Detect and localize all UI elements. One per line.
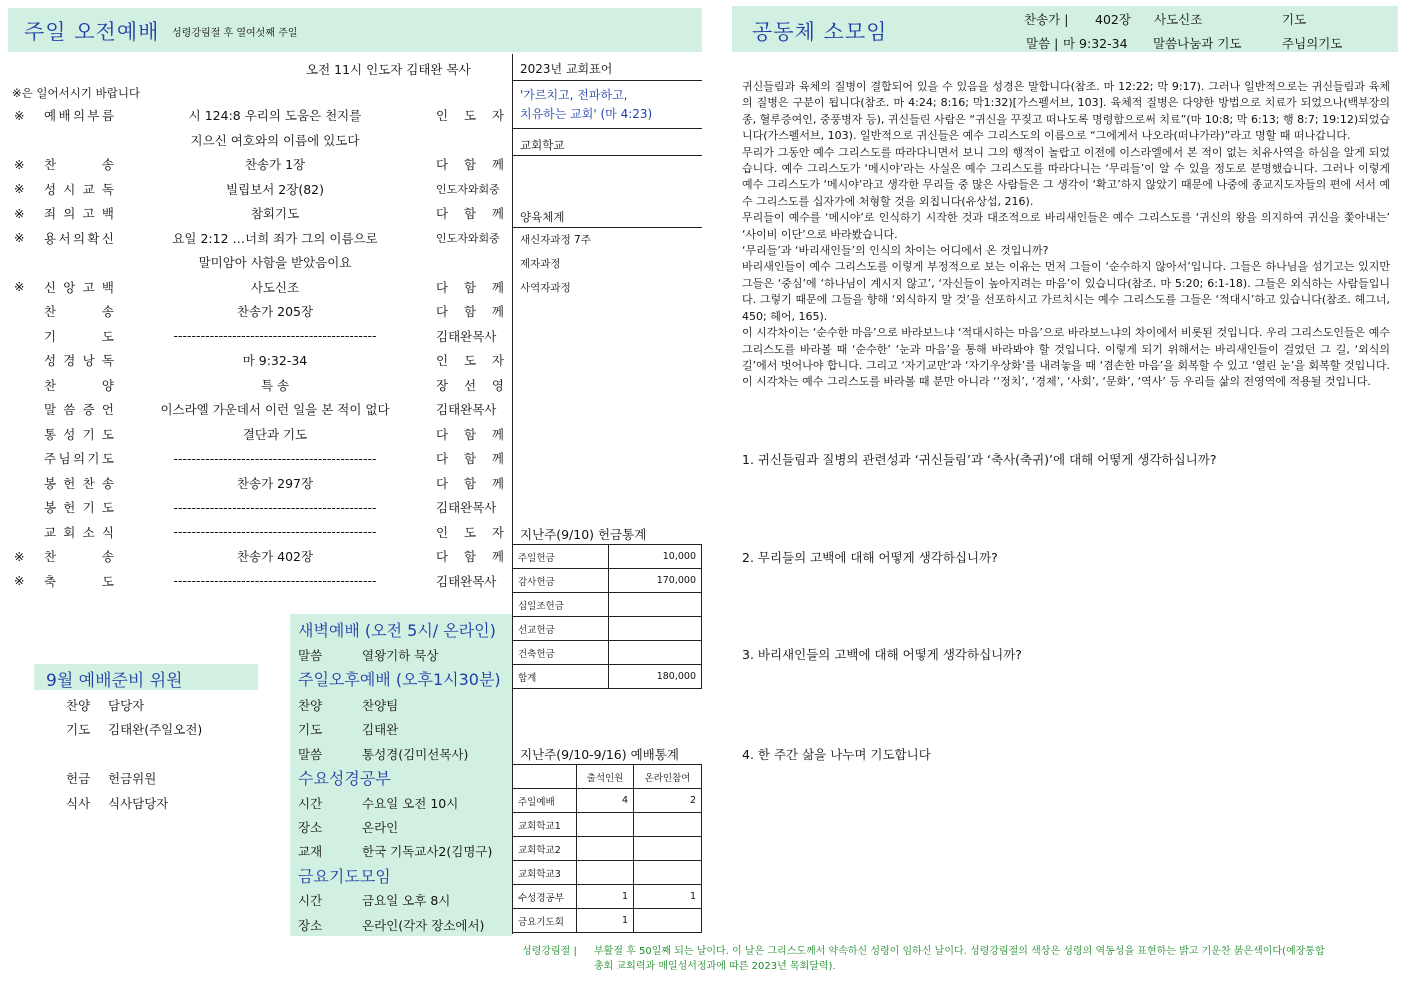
motto-rule — [512, 80, 702, 81]
wed-row: 장소 온라인 — [298, 820, 399, 835]
table-row: 십일조헌금 — [513, 593, 702, 617]
fri-title: 금요기도모임 — [298, 867, 391, 886]
order-row: ※ 죄 의 고 백 참회기도 다 함 께 — [14, 205, 504, 221]
order-row: 말미암아 사함을 받았음이요 — [198, 255, 352, 270]
order-row: ※ 용 서 의 확 신 요일 2:12 …너희 죄가 그의 이름으로 인도자와회중 — [14, 230, 500, 246]
table-row: 건축헌금 — [513, 641, 702, 665]
order-row: ※ 찬 송 찬송가 1장 다 함 께 — [14, 156, 504, 172]
order-row: 통 성 기 도 결단과 기도 다 함 께 — [44, 426, 504, 442]
paragraph: 무리들이 예수를 ‘메시야’로 인식하기 시작한 것과 대조적으로 바리새인들은 예수 그리스도를 ‘귀신의 왕을 의지하여 귀신을 쫓아내는’ ‘사이비 이단’으로 바라봤습니다. — [742, 211, 1390, 241]
school-rule — [512, 155, 702, 156]
right-title: 공동체 소모임 — [752, 20, 888, 44]
order-row: 기 도 --------------------------------------------- 김태완목사 — [44, 328, 497, 344]
dawn-row: 말씀 열왕기하 묵상 — [298, 648, 439, 663]
order-row: 찬 양 특 송 장 선 영 — [44, 377, 504, 393]
motto-line-1: '가르치고, 전파하고, — [520, 88, 628, 102]
committee-row: 헌금 헌금위원 — [66, 771, 157, 786]
paragraph: 귀신들림과 육체의 질병이 결합되어 있을 수 있음을 성경은 말합니다(참조. 마 12:22; 막 9:17). 그러나 일반적으로는 귀신들림과 육체의 질병은 구분이 됩니다(참조. 마 4:24; 8:16; 막1:32)[가스펠서브, 103]. 육체적 질병은 다양한 방법으로 치료가 되었으나(백부장의 종, 혈루증여인, 중풍병자 등), 귀신들린 사람은 “귀신을 꾸짖고 떠나도록 명령함으로써 치료”(마 10:8; 막 6:13; 행 8:7; 19:12)되었습니다(가스펠서브, 103). 일반적으로 귀신들은 예수 그리스도의 이름으로 “그에게서 나오라(떠나가라)”라고 명할 때 떠나갑니다. — [742, 80, 1390, 143]
fri-row: 장소 온라인(각자 장소에서) — [298, 918, 485, 933]
table-row: 금요기도회 1 — [513, 909, 702, 933]
wed-row: 교재 한국 기독교사2(김명구) — [298, 844, 493, 859]
order-row: 주 님 의 기 도 --------------------------------------------- 다 함 께 — [44, 450, 504, 466]
table-row: 합계 180,000 — [513, 665, 702, 689]
attendance-table — [512, 764, 702, 933]
afternoon-row: 찬양 찬양팀 — [298, 698, 399, 713]
order-row: 봉 헌 찬 송 찬송가 297장 다 함 께 — [44, 475, 504, 491]
afternoon-row: 기도 김태완 — [298, 722, 399, 737]
footer-text-2: 총회 교회력과 매일성서정과에 따른 2023년 목회달력). — [594, 961, 836, 972]
paragraph: 바리새인들이 예수 그리스도를 이렇게 부정적으로 보는 이유는 먼저 그들이 ‘순수하지 않아서’입니다. 그들은 하나님을 섬기고는 있지만 그들은 ‘중심’에 ‘하나님이 계시지 않고’, ‘자신들이 높아지려는 마음’이 있습니다(참조. 마 5:20; 6:1-18). 그들은 외식하는 사람들입니다. 그렇기 때문에 그들을 향해 ‘외식하지 말 것’을 선포하시고 가르치시는 예수 그리스도를 그들은 ‘적대시’하고 있습니다(참조. 헤그너, 450; 헤어, 165). — [742, 260, 1390, 323]
fri-row: 시간 금요일 오후 8시 — [298, 893, 451, 908]
question-3: 3. 바리새인들의 고백에 대해 어떻게 생각하십니까? — [742, 647, 1022, 662]
order-row: ※ 성 시 교 독 빌립보서 2장(82) 인도자와회중 — [14, 181, 500, 197]
course-item: 새신자과정 7주 — [520, 234, 591, 246]
order-row: ※ 축 도 --------------------------------------------- 김태완목사 — [14, 573, 497, 589]
committee-row: 식사 식사담당자 — [66, 796, 169, 811]
dawn-title: 새벽예배 (오전 5시/ 온라인) — [298, 621, 496, 640]
committee-row: 기도 김태완(주일오전) — [66, 722, 203, 737]
order-of-worship — [0, 103, 512, 593]
table-row: 교회학교1 — [513, 813, 702, 837]
table-row: 감사헌금 170,000 — [513, 569, 702, 593]
order-row: 교 회 소 식 --------------------------------------------- 인 도 자 — [44, 524, 504, 540]
paragraph: 이 시각차이는 ‘순수한 마음’으로 바라보느냐 ‘적대시하는 마음’으로 바라보느냐의 차이에서 비롯된 것입니다. 우리 그리스도인들은 예수 그리스도를 바라볼 때 ‘순수한’ ‘눈과 마음’을 통해 바라봐야 할 것입니다. 이렇게 되기 위해서는 바리새인들이 걸었던 그 길, ‘외식의 길’에서 벗어나야 합니다. 그리고 ‘자기교만’과 ‘자기우상화’를 내려놓을 때 ‘겸손한 마음’을 회복할 수 있고 ‘열린 눈’을 회복할 것입니다. 이 시각차는 예수 그리스도를 바라볼 때 분만 아니라 ‘‘정치’, ‘경제’, ‘사회’, ‘문화’, ‘역사’ 등 우리들 삶의 전영역에 적용될 것입니다. — [742, 326, 1390, 389]
wed-title: 수요성경공부 — [298, 769, 391, 788]
motto-year: 2023년 교회표어 — [520, 62, 613, 76]
attendance-title: 지난주(9/10-9/16) 예배통계 — [520, 747, 679, 762]
question-4: 4. 한 주간 삶을 나누며 기도합니다 — [742, 747, 931, 762]
table-row: 교회학교2 — [513, 837, 702, 861]
question-2: 2. 무리들의 고백에 대해 어떻게 생각하십니까? — [742, 550, 998, 565]
course-item: 제자과정 — [520, 258, 561, 270]
info-bottom-row: 말씀 | 마 9:32-34 말씀나눔과 기도 주님의기도 — [1026, 36, 1343, 51]
table-row: 주일헌금 10,000 — [513, 545, 702, 569]
nurture-label: 양육체계 — [520, 210, 565, 224]
order-row: ※ 예 배 의 부 름 시 124:8 우리의 도움은 천지를 인 도 자 — [14, 107, 504, 123]
wed-row: 시간 수요일 오전 10시 — [298, 796, 459, 811]
order-row: 말 씀 증 언 이스라엘 가운데서 이런 일을 본 적이 없다 김태완목사 — [44, 402, 497, 417]
info-top-row: 찬송가 | 402장 사도신조 기도 — [1024, 12, 1307, 27]
motto-rule-2 — [512, 128, 702, 129]
afternoon-title: 주일오후예배 (오후1시30분) — [298, 670, 501, 689]
table-row: 주일예배 4 2 — [513, 789, 702, 813]
question-1: 1. 귀신들림과 질병의 관련성과 ‘귀신들림’과 ‘축사(축귀)’에 대해 어떻게 생각하십니까? — [742, 452, 1217, 467]
committee-row: 찬양 담당자 — [66, 698, 145, 713]
devotional-text — [742, 79, 1390, 391]
afternoon-row: 말씀 통성경(김미선목사) — [298, 747, 469, 762]
paragraph: 무리가 그동안 예수 그리스도를 따라다니면서 보니 그의 행적이 놀랍고 이전에 이스라엘에서 본 적이 없는 치유사역을 하심을 알게 되었습니다. 예수 그리스도가 ‘메시야’라는 사실은 예수 그리스도를 따라다니는 ‘무리들’이 알 수 있을 정도로 분명했습니다. 그러나 이렇게 예수 그리스도가 ‘메시야’라고 생각한 무리들 중 많은 사람들은 그 생각이 ‘확고’하지 않았기 때문에 나중에 종교지도자들의 편에 서서 예수 그리스도를 십자가에 처형할 것을 외칩니다(유상섭, 216). — [742, 145, 1390, 208]
left-subtitle: 성령강림절 후 열여섯째 주일 — [172, 28, 298, 39]
table-row: 교회학교3 — [513, 861, 702, 885]
table-row: 수성경공부 1 1 — [513, 885, 702, 909]
course-item: 사역자과정 — [520, 282, 571, 294]
motto-line-2: 치유하는 교회' (마 4:23) — [520, 107, 653, 121]
footer-label: 성령강림절 | — [522, 946, 577, 957]
order-row: ※ 신 앙 고 백 사도신조 다 함 께 — [14, 279, 504, 295]
order-row: 지으신 여호와의 이름에 있도다 — [190, 132, 360, 148]
footer-text-1: 부활절 후 50일째 되는 날이다. 이 날은 그리스도께서 약속하신 성령이 임하신 날이다. 성령강림절의 색상은 성령의 역동성을 표현하는 밝고 기운찬 붉은색이다(예장통합 — [594, 946, 1325, 957]
order-row: 찬 송 찬송가 205장 다 함 께 — [44, 304, 504, 319]
leader-line: 오전 11시 인도자 김태완 목사 — [306, 62, 471, 77]
committee-title: 9월 예배준비 위원 — [46, 671, 183, 691]
school-label: 교회학교 — [520, 138, 565, 152]
stand-note: ※은 일어서시기 바랍니다 — [12, 86, 141, 100]
table-row: 선교헌금 — [513, 617, 702, 641]
order-row: ※ 찬 송 찬송가 402장 다 함 께 — [14, 548, 504, 564]
left-title: 주일 오전예배 — [24, 20, 160, 44]
nurture-rule — [512, 227, 702, 228]
order-row: 봉 헌 기 도 --------------------------------------------- 김태완목사 — [44, 499, 497, 515]
paragraph: ‘무리들’과 ‘바리새인들’의 인식의 차이는 어디에서 온 것입니까? — [742, 244, 1049, 258]
offering-table — [512, 544, 702, 689]
offering-title: 지난주(9/10) 헌금통계 — [520, 527, 647, 542]
order-row: 성 경 낭 독 마 9:32-34 인 도 자 — [44, 353, 504, 368]
table-row: 출석인원 온라인참여 — [513, 765, 702, 789]
